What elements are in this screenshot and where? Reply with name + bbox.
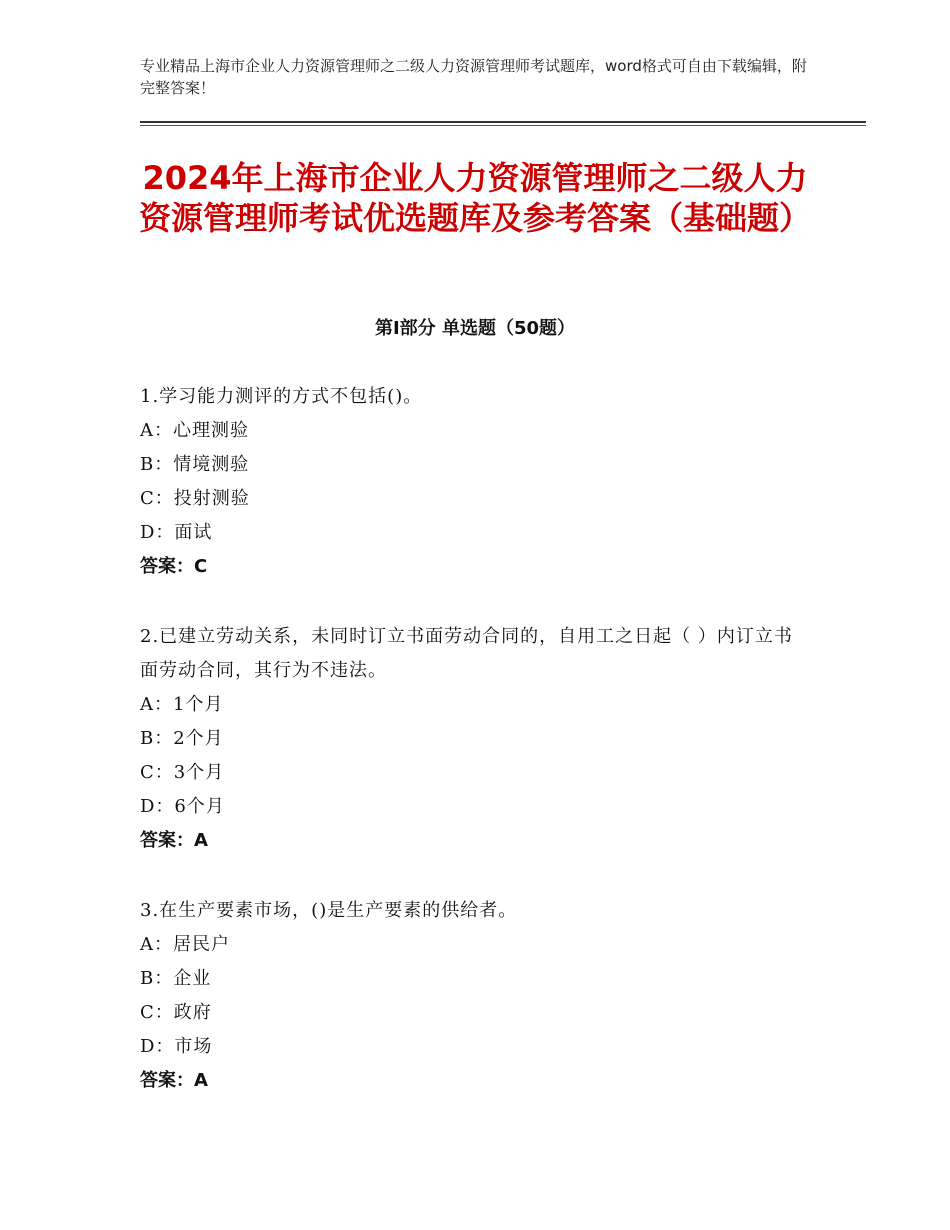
answer-value: A bbox=[194, 1070, 208, 1091]
question-stem: 2.已建立劳动关系，未同时订立书面劳动合同的，自用工之日起（ ）内订立书面劳动合同，其行为不违法。 bbox=[140, 626, 793, 681]
answer-line bbox=[140, 550, 800, 584]
option-a: A：1个月 bbox=[140, 694, 224, 715]
answer-label: 答案： bbox=[140, 1070, 194, 1091]
option-b: B：企业 bbox=[140, 968, 212, 989]
answer-value: C bbox=[194, 556, 208, 577]
option-c: C：投射测验 bbox=[140, 488, 250, 509]
option-a: A：居民户 bbox=[140, 934, 230, 955]
option-d: D：6个月 bbox=[140, 796, 225, 817]
answer-label: 答案： bbox=[140, 556, 194, 577]
option-c: C：政府 bbox=[140, 1002, 212, 1023]
question-2 bbox=[140, 620, 800, 858]
question-stem: 3.在生产要素市场，()是生产要素的供给者。 bbox=[140, 900, 518, 921]
question-list bbox=[140, 380, 800, 1134]
document-title: 2024年上海市企业人力资源管理师之二级人力资源管理师考试优选题库及参考答案（基础题） bbox=[138, 159, 811, 237]
option-b: B：情境测验 bbox=[140, 454, 250, 475]
option-a: A：心理测验 bbox=[140, 420, 249, 441]
header-note: 专业精品上海市企业人力资源管理师之二级人力资源管理师考试题库，word格式可自由下载编辑，附完整答案！ bbox=[140, 57, 807, 97]
option-b: B：2个月 bbox=[140, 728, 224, 749]
header-rule-thick bbox=[140, 121, 866, 123]
option-d: D：市场 bbox=[140, 1036, 213, 1057]
answer-value: A bbox=[194, 830, 208, 851]
answer-line bbox=[140, 1064, 800, 1098]
section-title: 第Ⅰ部分 单选题（50题） bbox=[374, 318, 575, 339]
question-3 bbox=[140, 894, 800, 1098]
answer-label: 答案： bbox=[140, 830, 194, 851]
question-1 bbox=[140, 380, 800, 584]
answer-line bbox=[140, 824, 800, 858]
option-d: D：面试 bbox=[140, 522, 213, 543]
question-stem: 1.学习能力测评的方式不包括()。 bbox=[140, 386, 423, 407]
header-rule-thin bbox=[140, 125, 866, 126]
option-c: C：3个月 bbox=[140, 762, 225, 783]
